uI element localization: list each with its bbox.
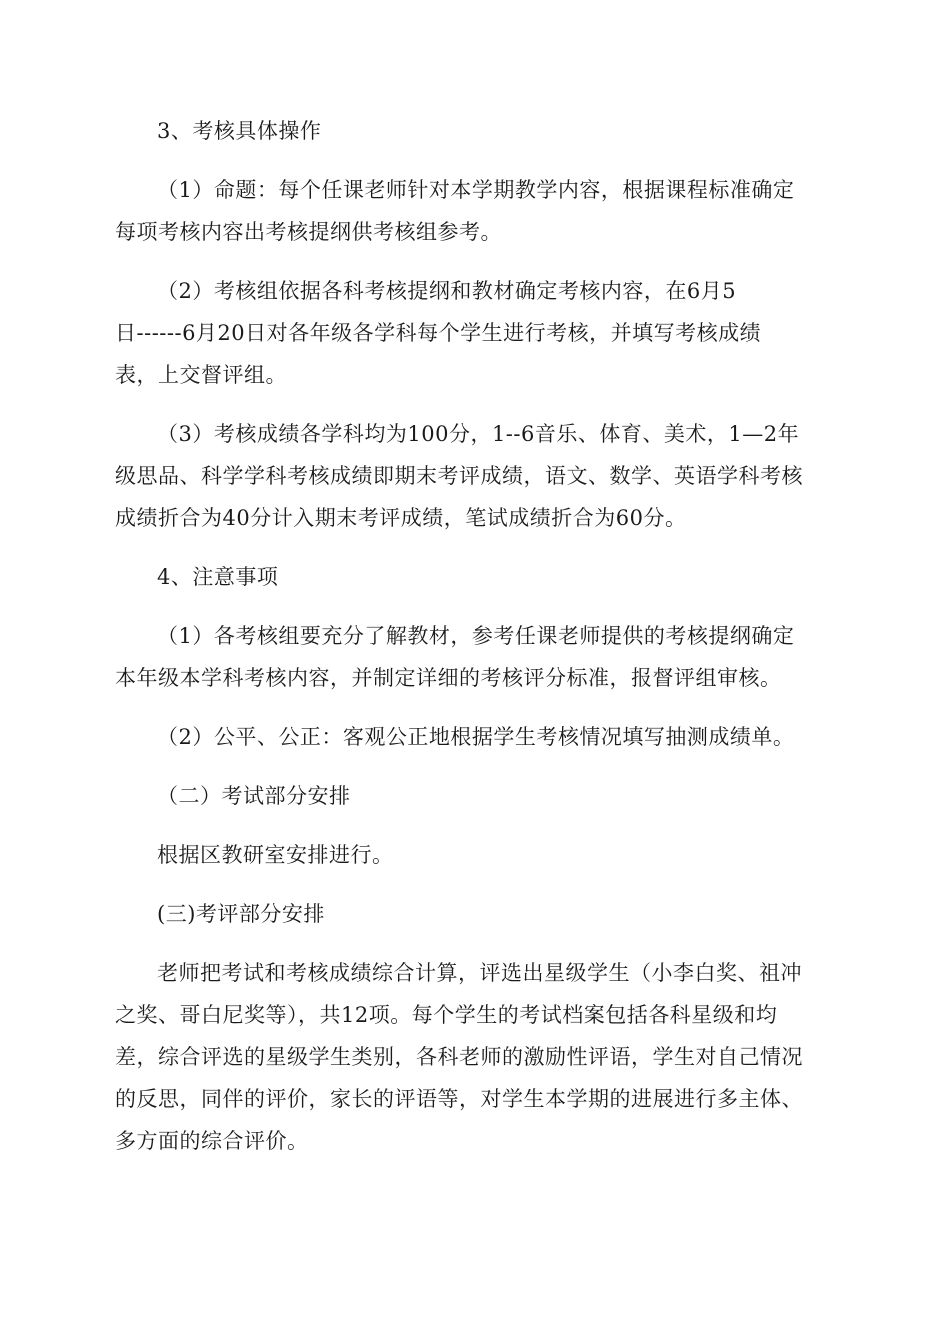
paragraph-line: 3、考核具体操作 bbox=[157, 119, 322, 143]
paragraph-line: 每项考核内容出考核提纲供考核组参考。 bbox=[115, 220, 502, 244]
paragraph-line: 差，综合评选的星级学生类别，各科老师的激励性评语，学生对自己情况 bbox=[115, 1045, 803, 1069]
paragraph-line: 级思品、科学学科考核成绩即期末考评成绩，语文、数学、英语学科考核 bbox=[115, 464, 803, 488]
paragraph-scores bbox=[115, 413, 835, 539]
paragraph-line: （二）考试部分安排 bbox=[157, 784, 351, 808]
section-heading-evaluation-arrangement bbox=[115, 893, 835, 935]
paragraph-assessment-group bbox=[115, 270, 835, 396]
paragraph-comprehensive-evaluation bbox=[115, 952, 835, 1162]
paragraph-district-arrangement bbox=[115, 834, 835, 876]
paragraph-line: （1）各考核组要充分了解教材，参考任课老师提供的考核提纲确定 bbox=[157, 624, 795, 648]
section-heading-notes bbox=[115, 556, 835, 598]
paragraph-line: 的反思，同伴的评价，家长的评语等，对学生本学期的进展进行多主体、 bbox=[115, 1087, 803, 1111]
document-body bbox=[115, 110, 835, 1179]
paragraph-line: （1）命题：每个任课老师针对本学期教学内容，根据课程标准确定 bbox=[157, 178, 795, 202]
paragraph-proposition bbox=[115, 169, 835, 253]
section-heading-exam-arrangement bbox=[115, 775, 835, 817]
paragraph-line: （2）公平、公正：客观公正地根据学生考核情况填写抽测成绩单。 bbox=[157, 725, 795, 749]
paragraph-line: 成绩折合为40分计入期末考评成绩，笔试成绩折合为60分。 bbox=[115, 506, 687, 530]
section-heading-assessment-operation bbox=[115, 110, 835, 152]
paragraph-line: 表，上交督评组。 bbox=[115, 363, 287, 387]
paragraph-line: 多方面的综合评价。 bbox=[115, 1129, 309, 1153]
paragraph-line: 之奖、哥白尼奖等），共12项。每个学生的考试档案包括各科星级和均 bbox=[115, 1003, 778, 1027]
paragraph-line: （3）考核成绩各学科均为100分，1--6音乐、体育、美术，1—2年 bbox=[157, 422, 800, 446]
paragraph-line: 老师把考试和考核成绩综合计算，评选出星级学生（小李白奖、祖冲 bbox=[157, 961, 802, 985]
paragraph-understand-materials bbox=[115, 615, 835, 699]
paragraph-line: 本年级本学科考核内容，并制定详细的考核评分标准，报督评组审核。 bbox=[115, 666, 782, 690]
paragraph-fairness bbox=[115, 716, 835, 758]
paragraph-line: 根据区教研室安排进行。 bbox=[157, 843, 394, 867]
paragraph-line: （2）考核组依据各科考核提纲和教材确定考核内容，在6月5 bbox=[157, 279, 737, 303]
paragraph-line: 日------6月20日对各年级各学科每个学生进行考核，并填写考核成绩 bbox=[115, 321, 762, 345]
paragraph-line: 4、注意事项 bbox=[157, 565, 279, 589]
paragraph-line: (三)考评部分安排 bbox=[157, 902, 325, 926]
